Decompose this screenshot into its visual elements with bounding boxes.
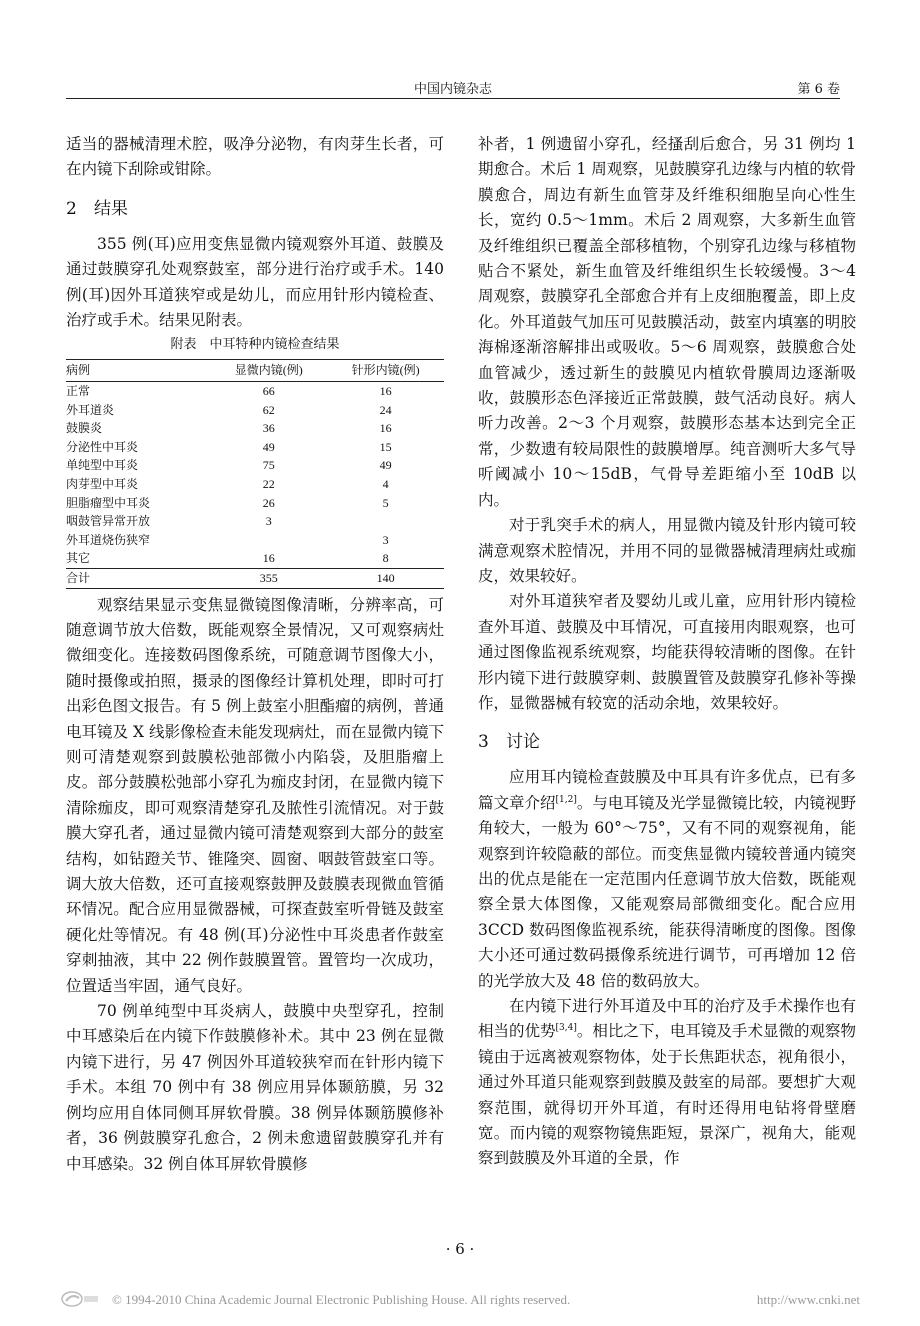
table-row	[66, 382, 444, 401]
table-header-row	[66, 360, 444, 382]
paragraph: 70 例单纯型中耳炎病人，鼓膜中央型穿孔，控制中耳感染后在内镜下作鼓膜修补术。其中 23 例在显微内镜下进行，另 47 例因外耳道较狭窄而在针形内镜下手术。本组 70 例中有 38 例应用异体颞筋膜，另 32 例均应用自体同侧耳屏软骨膜。38 例异体颞筋膜修补者，36 例鼓膜穿孔愈合，2 例未愈遗留鼓膜穿孔并有中耳感染。32 例自体耳屏软骨膜修	[66, 1002, 444, 1173]
table-cell: 正常	[66, 384, 91, 399]
text-run: 。相比之下，电耳镜及手术显微的观察物镜由于远离被观察物体，处于长焦距状态，视角很小，通过外耳道只能观察到鼓膜及鼓室的局部。要想扩大观察范围，就得切开外耳道，有时还得用电钻将骨壁磨宽。而内镜的观察物镜焦距短，景深广，视角大，能观察到鼓膜及外耳道的全景，作	[478, 1022, 856, 1168]
table-cell: 62	[262, 402, 275, 417]
table-cell: 16	[262, 551, 275, 566]
footer	[60, 1290, 860, 1312]
table-cell: 8	[382, 551, 389, 566]
paragraph: 对外耳道狭窄者及婴幼儿或儿童，应用针形内镜检查外耳道、鼓膜及中耳情况，可直接用肉眼观察，也可通过图像监视系统观察，均能获得较清晰的图像。在针形内镜下进行鼓膜穿刺、鼓膜置管及鼓膜穿孔修补等操作，显微器械有较宽的活动余地，效果较好。	[478, 592, 856, 712]
section-title: 讨论	[506, 732, 540, 753]
results-table	[66, 359, 444, 588]
right-column	[478, 132, 856, 1172]
table-cell: 36	[262, 421, 275, 436]
table-row	[66, 549, 444, 568]
table-cell: 24	[379, 402, 392, 417]
table-cell: 75	[262, 458, 275, 473]
table-cell: 肉芽型中耳炎	[66, 477, 139, 491]
table-row	[66, 456, 444, 475]
table-cell: 合计	[66, 568, 210, 588]
running-header	[66, 76, 840, 99]
section-heading-results	[66, 196, 444, 222]
table-cell: 分泌性中耳炎	[66, 439, 139, 454]
cnki-logo-icon	[60, 1290, 100, 1308]
table-row	[66, 401, 444, 420]
table-cell: 26	[262, 495, 275, 510]
table-cell: 66	[262, 384, 275, 399]
volume-label: 第 6 卷	[797, 82, 840, 97]
citation: [1,2]	[555, 794, 577, 805]
section-number: 2	[66, 198, 77, 219]
table-row	[66, 419, 444, 438]
table-cell: 胆脂瘤型中耳炎	[66, 495, 151, 510]
table-row	[66, 512, 444, 531]
cnki-url-link[interactable]: http://www.cnki.net	[756, 1292, 860, 1307]
paragraph: 补者，1 例遗留小穿孔，经搔刮后愈合，另 31 例均 1 期愈合。术后 1 周观察，见鼓膜穿孔边缘与内植的软骨膜愈合，周边有新生血管芽及纤维积细胞呈向心性生长，宽约 0.5～1mm。术后 2 周观察，大多新生血管及纤维组织已覆盖全部移植物，个别穿孔边缘与移植物贴合不紧处，新生血管及纤维组织生长较缓慢。3～4 周观察，鼓膜穿孔全部愈合并有上皮细胞覆盖，即上皮化。外耳道鼓气加压可见鼓膜活动，鼓室内填塞的明胶海棉逐渐溶解排出或吸收。5～6 周观察，鼓膜愈合处血管减少，透过新生的鼓膜见内植软骨膜周边逐渐吸收，鼓膜形态色泽接近正常鼓膜，鼓气活动良好。病人听力改善。2～3 个月观察，鼓膜形态基本达到完全正常，少数遗有较局限性的鼓膜增厚。纯音测听大多气导听阈减小 10～15dB，气骨导差距缩小至 10dB 以内。	[478, 135, 856, 509]
table-row	[66, 531, 444, 550]
table-row	[66, 475, 444, 494]
text-run: 。与电耳镜及光学显微镜比较，内镜视野角较大，一般为 60°～75°，又有不同的观察视角，能观察到许较隐蔽的部位。而变焦显微内镜较普通内镜突出的优点是能在一定范围内任意调节放大倍数，既能观察全景大体图像，又能观察局部微细变化。配合应用 3CCD 数码图像监视系统，能获得清晰度的图像。图像大小还可通过数码摄像系统进行调节，可再增加 12 倍的光学放大及 48 倍的数码放大。	[478, 793, 856, 990]
table-cell: 49	[379, 458, 392, 473]
paragraph	[478, 765, 856, 994]
copyright-text: © 1994-2010 China Academic Journal Electronic Publishing House. All rights reserved.	[112, 1292, 571, 1307]
table-cell: 5	[382, 495, 389, 510]
table-cell	[210, 531, 327, 550]
table-cell: 鼓膜炎	[66, 421, 103, 436]
column-header: 显微内镜(例)	[210, 360, 327, 382]
paragraph: 355 例(耳)应用变焦显微内镜观察外耳道、鼓膜及通过鼓膜穿孔处观察鼓室，部分进行治疗或手术。140 例(耳)因外耳道狭窄或是幼儿，而应用针形内镜检查、治疗或手术。结果见附表。	[66, 234, 444, 330]
table-cell: 其它	[66, 551, 91, 566]
paragraph: 观察结果显示变焦显微镜图像清晰，分辨率高，可随意调节放大倍数，既能观察全景情况，又可观察病灶微细变化。连接数码图像系统，可随意调节图像大小，随时摄像或拍照，摄录的图像经计算机处理，即时可打出彩色图文报告。有 5 例上鼓室小胆酯瘤的病例，普通电耳镜及 X 线影像检查未能发现病灶，而在显微内镜下则可清楚观察到鼓膜松弛部微小内陷袋，及胆脂瘤上皮。部分鼓膜松弛部小穿孔为痂皮封闭，在显微内镜下清除痂皮，即可观察清楚穿孔及脓性引流情况。对于鼓膜大穿孔者，通过显微内镜可清楚观察到大部分的鼓室结构，如钻蹬关节、锥隆突、圆窗、咽鼓管鼓室口等。调大放大倍数，还可直接观察鼓胛及鼓膜表现微血管循环情况。配合应用显微器械，可探查鼓室听骨链及鼓室硬化灶等情况。有 48 例(耳)分泌性中耳炎患者作鼓室穿刺抽液，其中 22 例作鼓膜置管。置管均一次成功，位置适当牢固，通气良好。	[66, 595, 444, 995]
table-cell: 15	[379, 439, 392, 454]
left-column	[66, 132, 444, 1177]
column-header: 针形内镜(例)	[327, 360, 444, 382]
table-cell: 3	[382, 532, 389, 547]
table-cell: 22	[262, 477, 275, 491]
table-row	[66, 438, 444, 457]
table-cell: 4	[382, 477, 389, 491]
table-row	[66, 494, 444, 513]
text-run: 应用耳内镜检查鼓膜及中耳具有许多优点，已有多篇文章介绍	[478, 768, 856, 812]
journal-name: 中国内镜杂志	[413, 82, 492, 97]
page-number: · 6 ·	[445, 1240, 475, 1258]
table-cell: 咽鼓管异常开放	[66, 514, 151, 529]
table-cell	[327, 512, 444, 531]
table-row	[66, 568, 444, 588]
section-heading-discussion	[478, 729, 856, 755]
paragraph	[478, 994, 856, 1172]
table-cell: 3	[265, 514, 272, 529]
table-cell: 外耳道炎	[66, 402, 115, 417]
table-cell: 16	[379, 421, 392, 436]
column-header: 病例	[66, 360, 210, 382]
table-caption: 附表 中耳特种内镜检查结果	[170, 337, 340, 353]
table-cell: 16	[379, 384, 392, 399]
citation: [3,4]	[555, 1023, 577, 1034]
table-cell: 49	[262, 439, 275, 454]
paragraph: 适当的器械清理术腔，吸净分泌物，有肉芽生长者，可在内镜下刮除或钳除。	[66, 135, 444, 179]
table-cell: 355	[210, 568, 327, 588]
table-cell: 外耳道烧伤狭窄	[66, 532, 151, 547]
table-cell: 单纯型中耳炎	[66, 458, 139, 473]
section-title: 结果	[94, 198, 128, 219]
text-run: 在内镜下进行外耳道及中耳的治疗及手术操作也有相当的优势	[478, 997, 856, 1041]
paragraph: 对于乳突手术的病人，用显微内镜及针形内镜可较满意观察术腔情况，并用不同的显微器械清理病灶或痂皮，效果较好。	[478, 516, 856, 585]
section-number: 3	[478, 732, 489, 753]
table-cell: 140	[327, 568, 444, 588]
